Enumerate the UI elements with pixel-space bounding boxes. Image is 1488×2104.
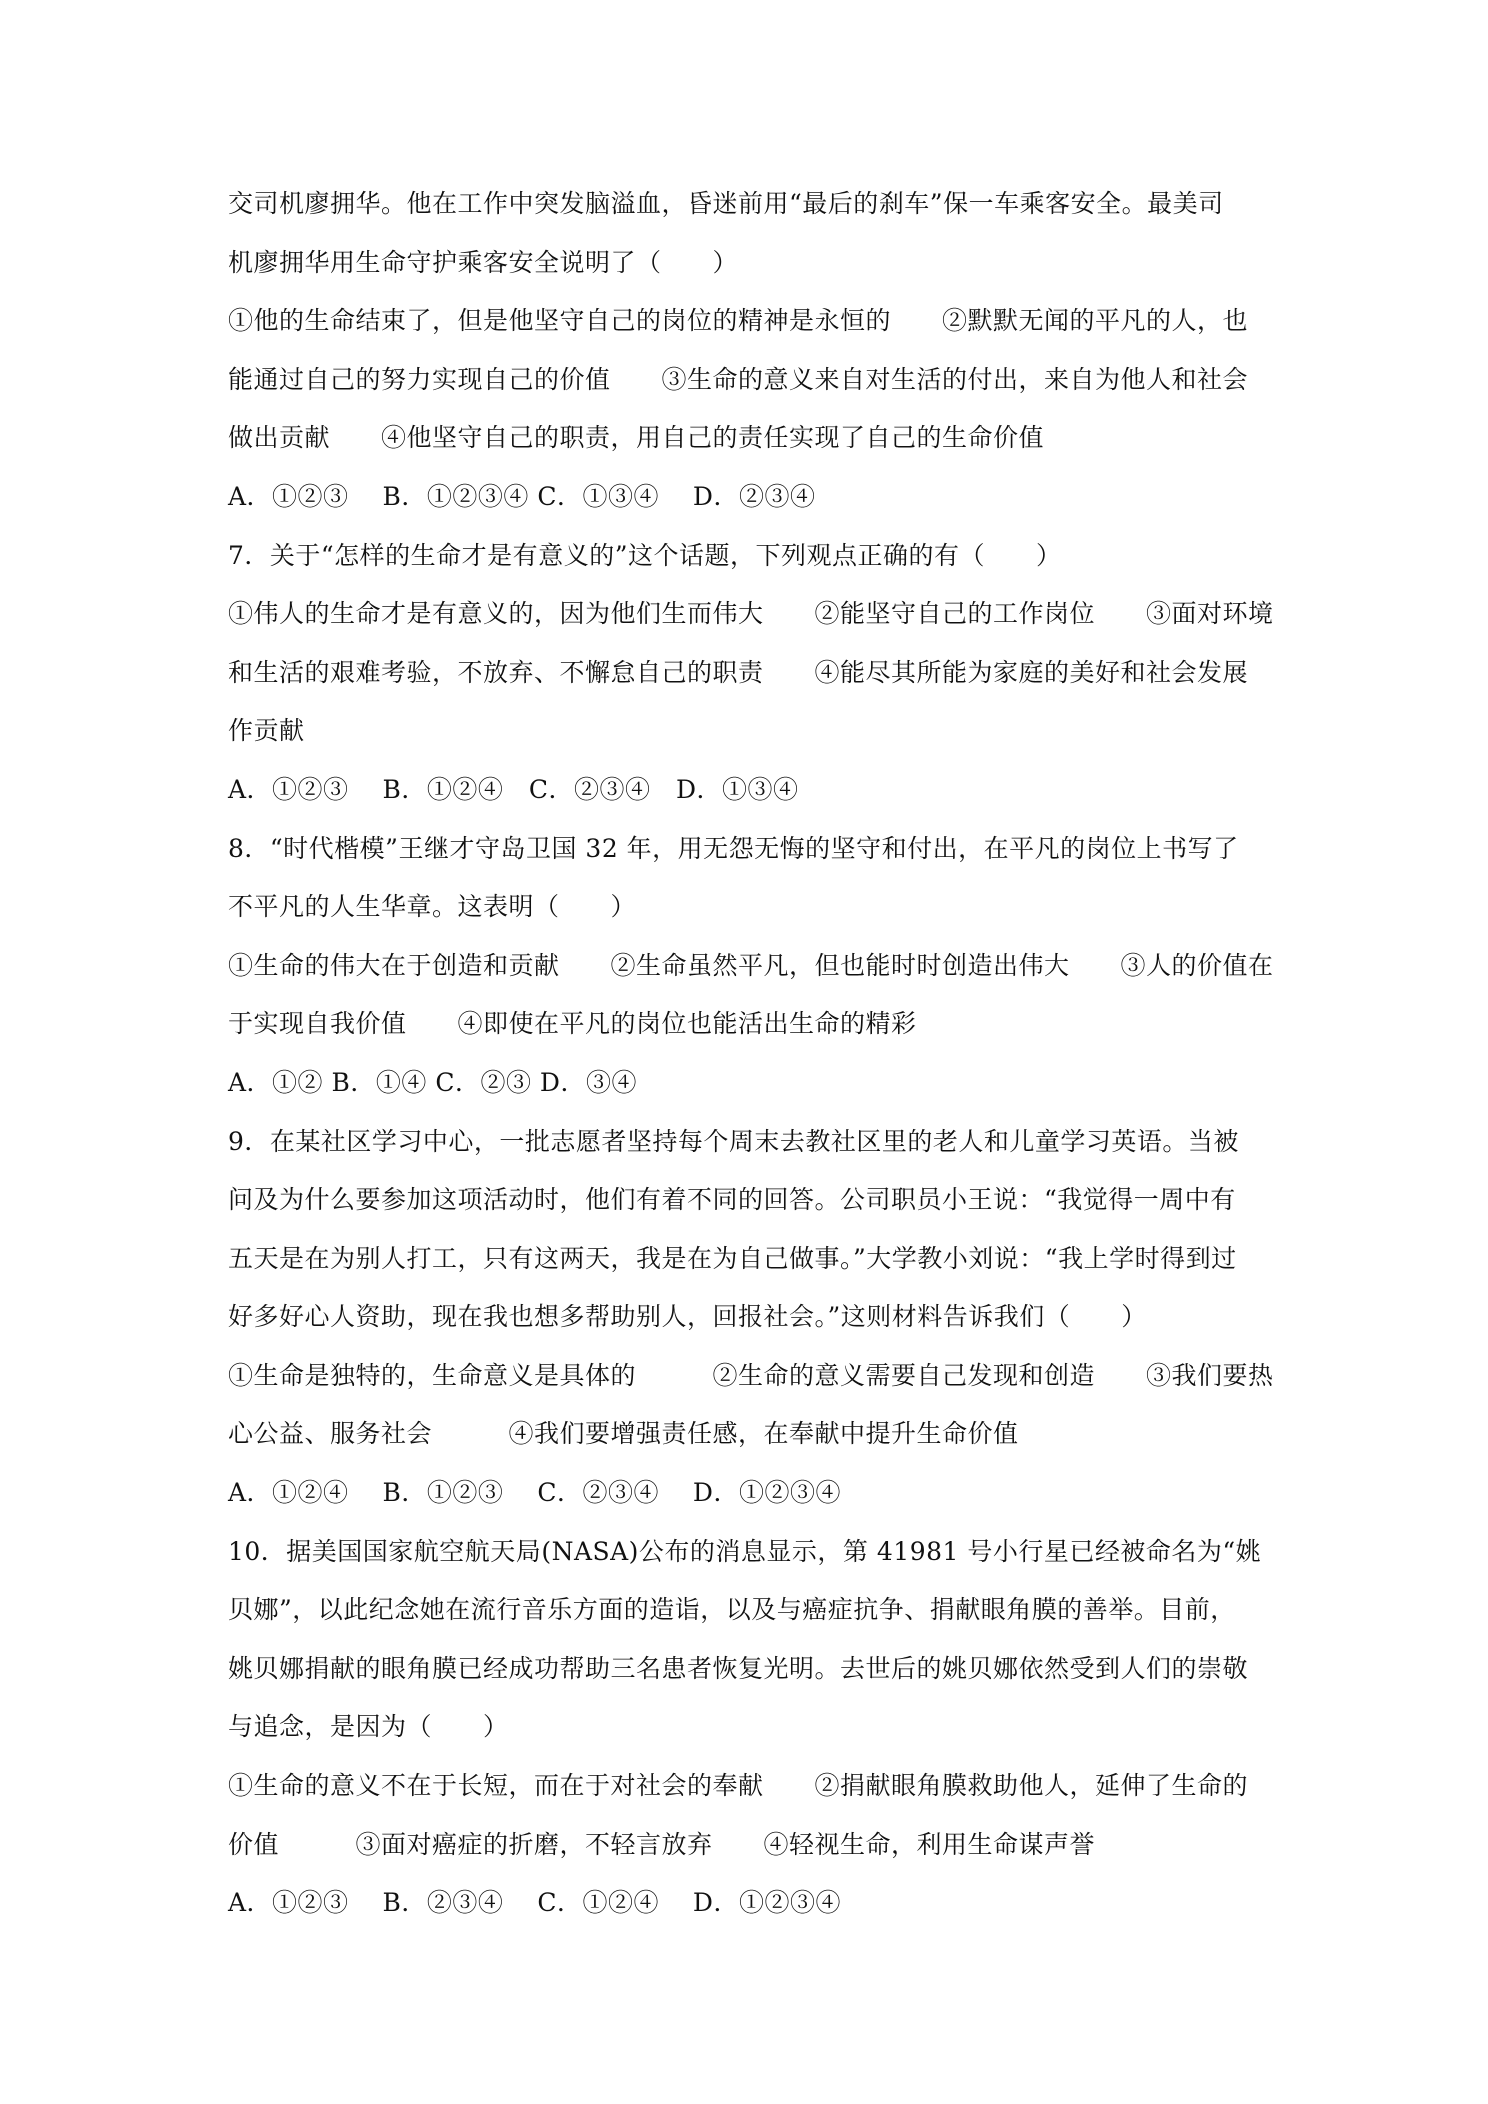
text-line: 机廖拥华用生命守护乘客安全说明了（ ）: [228, 247, 739, 277]
text-line: ①生命的意义不在于长短，而在于对社会的奉献 ②捐献眼角膜救助他人，延伸了生命的: [228, 1771, 1249, 1801]
text-line: 8．“时代楷模”王继才守岛卫国 32 年，用无怨无悔的坚守和付出，在平凡的岗位上书写了: [228, 833, 1239, 863]
text-line: ①生命是独特的，生命意义是具体的 ②生命的意义需要自己发现和创造 ③我们要热: [228, 1360, 1274, 1390]
text-line: A．①②③ B．①②③④ C．①③④ D．②③④: [228, 481, 816, 511]
text-line: 7．关于“怎样的生命才是有意义的”这个话题，下列观点正确的有（ ）: [228, 540, 1062, 570]
text-line: 9．在某社区学习中心，一批志愿者坚持每个周末去教社区里的老人和儿童学习英语。当被: [228, 1126, 1239, 1156]
text-line: 交司机廖拥华。他在工作中突发脑溢血，昏迷前用“最后的刹车”保一车乘客安全。最美司: [228, 189, 1224, 218]
text-line: A．①②③ B．②③④ C．①②④ D．①②③④: [228, 1888, 841, 1918]
document-body: [228, 175, 1274, 1933]
text-line: 问及为什么要参加这项活动时，他们有着不同的回答。公司职员小王说：“我觉得一周中有: [228, 1185, 1236, 1215]
text-line: ①他的生命结束了，但是他坚守自己的岗位的精神是永恒的 ②默默无闻的平凡的人，也: [228, 306, 1249, 336]
text-line: ①伟人的生命才是有意义的，因为他们生而伟大 ②能坚守自己的工作岗位 ③面对环境: [228, 599, 1274, 629]
text-line: 能通过自己的努力实现自己的价值 ③生命的意义来自对生活的付出，来自为他人和社会: [228, 364, 1249, 394]
text-line: A．①②④ B．①②③ C．②③④ D．①②③④: [228, 1478, 841, 1508]
text-line: 10．据美国国家航空航天局(NASA)公布的消息显示，第 41981 号小行星已经被命名为“姚: [228, 1536, 1262, 1566]
text-line: 姚贝娜捐献的眼角膜已经成功帮助三名患者恢复光明。去世后的姚贝娜依然受到人们的崇敬: [228, 1653, 1249, 1683]
text-line: A．①② B．①④ C．②③ D．③④: [228, 1067, 637, 1097]
text-line: 心公益、服务社会 ④我们要增强责任感，在奉献中提升生命价值: [228, 1419, 1019, 1449]
text-line: 价值 ③面对癌症的折磨，不轻言放弃 ④轻视生命，利用生命谋声誉: [228, 1829, 1096, 1859]
text-line: 作贡献: [228, 716, 305, 746]
text-line: 五天是在为别人打工，只有这两天，我是在为自己做事。”大学教小刘说：“我上学时得到过: [228, 1243, 1237, 1273]
text-line: 和生活的艰难考验，不放弃、不懈怠自己的职责 ④能尽其所能为家庭的美好和社会发展: [228, 657, 1249, 687]
text-line: 与追念，是因为（ ）: [228, 1712, 509, 1742]
text-line: A．①②③ B．①②④ C．②③④ D．①③④: [228, 774, 799, 804]
text-line: 好多好心人资助，现在我也想多帮助别人，回报社会。”这则材料告诉我们（ ）: [228, 1302, 1147, 1332]
text-line: 不平凡的人生华章。这表明（ ）: [228, 892, 637, 922]
text-line: 于实现自我价值 ④即使在平凡的岗位也能活出生命的精彩: [228, 1009, 917, 1039]
text-line: ①生命的伟大在于创造和贡献 ②生命虽然平凡，但也能时时创造出伟大 ③人的价值在: [228, 950, 1274, 980]
text-line: 贝娜”，以此纪念她在流行音乐方面的造诣，以及与癌症抗争、捐献眼角膜的善举。目前，: [228, 1595, 1236, 1625]
text-line: 做出贡献 ④他坚守自己的职责，用自己的责任实现了自己的生命价值: [228, 423, 1045, 453]
